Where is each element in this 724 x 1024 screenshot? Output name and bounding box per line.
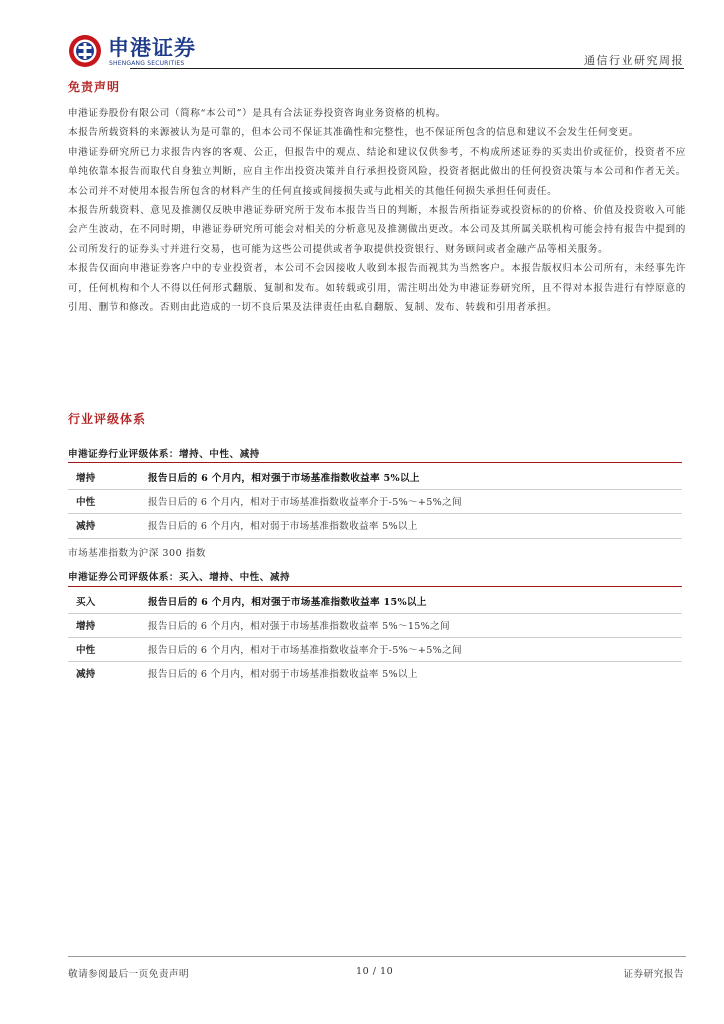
company-rating-heading: 申港证券公司评级体系：买入、增持、中性、减持 [68,572,291,583]
rating-label: 中性 [76,645,96,656]
industry-rating-divider [68,462,682,463]
disclaimer-paragraph: 本报告所载资料的来源被认为是可靠的，但本公司不保证其准确性和完整性，也不保证所包含的信息和建议不会发生任何变更。 [68,127,639,139]
disclaimer-title: 免责声明 [68,80,121,94]
disclaimer-paragraph: 本报告仅面向申港证券客户中的专业投资者，本公司不会因接收人收到本报告而视其为当然客户。本报告版权归本公司所有，未经事先许可，任何机构和个人不得以任何形式翻版、复制和发布。如转载或引用，需注明出处为申港证券研究所，且不得对本报告进行有悖原意的引用、删节和修改。否则由此造成的一切不良后果及法律责任由私自翻版、复制、发布、转载和引用者承担。 [68,263,686,314]
rating-label: 增持 [76,473,96,484]
disclaimer-paragraph: 本报告所载资料、意见及推测仅反映申港证券研究所于发布本报告当日的判断，本报告所指证券或投资标的的价格、价值及投资收入可能会产生波动，在不同时期，申港证券研究所可能会对相关的分析意见及推测做出更改。本公司及其所属关联机构可能会持有报告中提到的公司所发行的证券头寸并进行交易，也可能为这些公司提供或者争取提供投资银行、财务顾问或者金融产品等相关服务。 [68,205,686,255]
disclaimer-body [68,104,686,317]
rating-system-title: 行业评级体系 [68,412,147,426]
page-header [68,30,684,70]
logo-text-en: SHENGANG SECURITIES [109,60,185,67]
row-divider [68,538,682,539]
report-type-title: 通信行业研究周报 [584,54,684,67]
company-logo [68,34,218,70]
company-rating-row [68,590,682,612]
page-number: 10 / 10 [356,966,394,977]
rating-label: 增持 [76,621,96,632]
rating-description: 报告日后的 6 个月内，相对于市场基准指数收益率介于-5%～+5%之间 [148,645,462,656]
company-rating-row [68,662,682,684]
rating-label: 中性 [76,497,96,508]
footer-disclaimer-note: 敬请参阅最后一页免责声明 [68,969,190,980]
logo-icon [68,34,102,68]
industry-rating-row [68,466,682,488]
rating-description: 报告日后的 6 个月内，相对强于市场基准指数收益率 5%～15%之间 [148,621,450,632]
rating-description: 报告日后的 6 个月内，相对弱于市场基准指数收益率 5%以上 [148,521,418,532]
logo-text-cn: 申港证券 [108,36,196,60]
industry-rating-row [68,514,682,536]
benchmark-note: 市场基准指数为沪深 300 指数 [68,548,206,559]
rating-description: 报告日后的 6 个月内，相对强于市场基准指数收益率 5%以上 [148,473,420,484]
footer-report-type: 证券研究报告 [623,969,684,980]
industry-rating-row [68,490,682,512]
footer-divider [68,956,686,957]
disclaimer-paragraph: 申港证券研究所已力求报告内容的客观、公正，但报告中的观点、结论和建议仅供参考，不构成所述证券的买卖出价或征价，投资者不应单纯依靠本报告而取代自身独立判断，应自主作出投资决策并自行承担投资风险，投资者据此做出的任何投资决策与本公司和作者无关。本公司并不对使用本报告所包含的材料产生的任何直接或间接损失或与此相关的其他任何损失承担任何责任。 [68,146,686,197]
company-rating-row [68,638,682,660]
rating-label: 减持 [76,521,96,532]
rating-description: 报告日后的 6 个月内，相对强于市场基准指数收益率 15%以上 [148,597,427,608]
rating-description: 报告日后的 6 个月内，相对弱于市场基准指数收益率 5%以上 [148,669,418,680]
rating-description: 报告日后的 6 个月内，相对于市场基准指数收益率介于-5%～+5%之间 [148,497,462,508]
header-divider [130,68,684,69]
industry-rating-heading: 申港证券行业评级体系：增持、中性、减持 [68,449,260,460]
disclaimer-paragraph: 申港证券股份有限公司（简称“本公司”）是具有合法证券投资咨询业务资格的机构。 [68,108,446,119]
company-rating-divider [68,586,682,587]
rating-label: 买入 [76,597,96,608]
company-rating-row [68,614,682,636]
rating-label: 减持 [76,669,96,680]
